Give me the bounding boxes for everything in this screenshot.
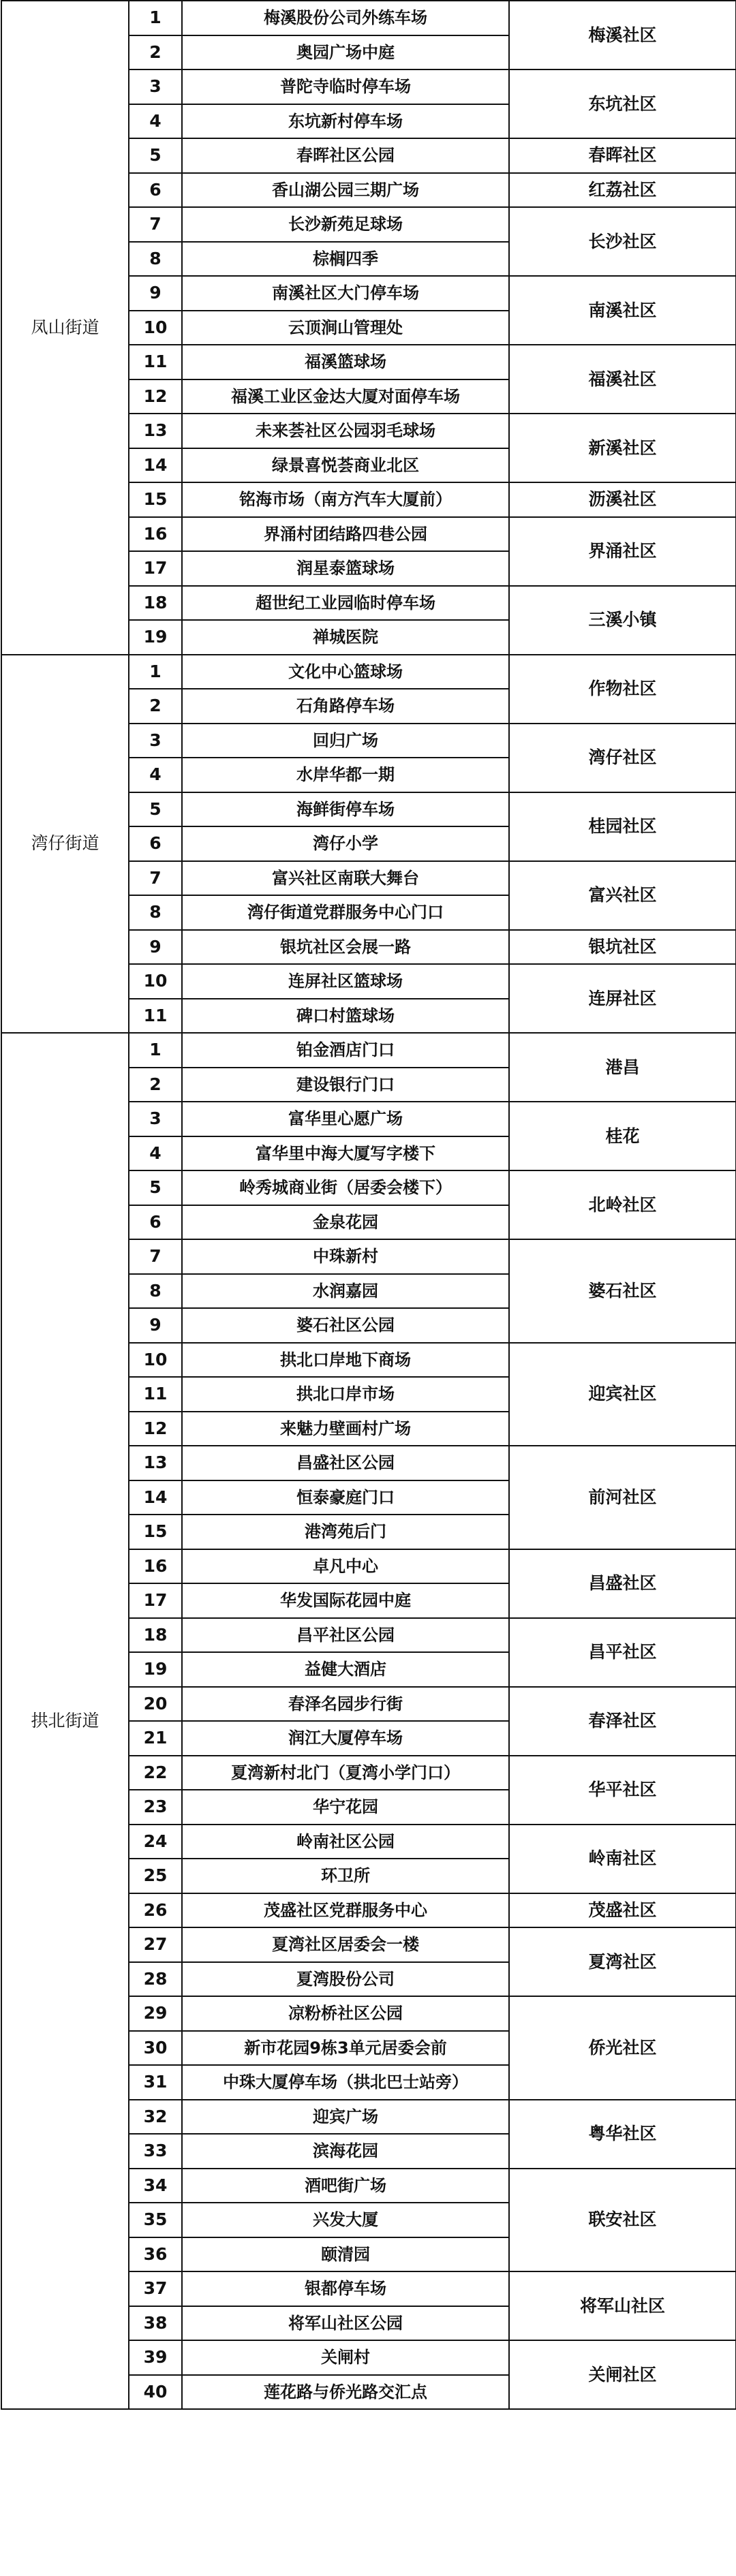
location-cell: 奥园广场中庭 [182, 35, 509, 70]
row-number-cell: 34 [129, 2169, 182, 2203]
location-cell: 云顶涧山管理处 [182, 311, 509, 345]
community-cell: 连屏社区 [509, 964, 736, 1033]
row-number-cell: 23 [129, 1790, 182, 1825]
location-cell: 铭海市场（南方汽车大厦前） [182, 482, 509, 517]
location-cell: 婆石社区公园 [182, 1308, 509, 1343]
location-cell: 禅城医院 [182, 620, 509, 655]
location-cell: 连屏社区篮球场 [182, 964, 509, 999]
community-cell: 作物社区 [509, 655, 736, 724]
community-cell: 迎宾社区 [509, 1343, 736, 1446]
row-number-cell: 26 [129, 1893, 182, 1928]
community-cell: 三溪小镇 [509, 586, 736, 655]
location-cell: 水岸华都一期 [182, 758, 509, 792]
community-cell: 长沙社区 [509, 207, 736, 276]
location-cell: 南溪社区大门停车场 [182, 276, 509, 311]
location-cell: 华宁花园 [182, 1790, 509, 1825]
location-cell: 来魅力壁画村广场 [182, 1412, 509, 1446]
row-number-cell: 21 [129, 1721, 182, 1756]
row-number-cell: 25 [129, 1859, 182, 1893]
community-cell: 关闸社区 [509, 2340, 736, 2409]
community-cell: 侨光社区 [509, 1996, 736, 2100]
location-cell: 中珠新村 [182, 1239, 509, 1274]
community-cell: 夏湾社区 [509, 1927, 736, 1996]
location-cell: 棕榈四季 [182, 242, 509, 277]
row-number-cell: 2 [129, 689, 182, 724]
row-number-cell: 22 [129, 1756, 182, 1790]
site-table [1, 0, 736, 2410]
location-cell: 东坑新村停车场 [182, 104, 509, 139]
community-cell: 东坑社区 [509, 69, 736, 138]
community-cell: 茂盛社区 [509, 1893, 736, 1928]
location-cell: 新市花园9栋3单元居委会前 [182, 2031, 509, 2066]
community-cell: 春泽社区 [509, 1687, 736, 1756]
site-table-body [1, 1, 736, 2409]
row-number-cell: 19 [129, 1652, 182, 1687]
row-number-cell: 19 [129, 620, 182, 655]
community-cell: 昌平社区 [509, 1618, 736, 1687]
row-number-cell: 1 [129, 655, 182, 689]
location-cell: 春晖社区公园 [182, 138, 509, 173]
location-cell: 界涌村团结路四巷公园 [182, 517, 509, 552]
row-number-cell: 35 [129, 2203, 182, 2237]
community-cell: 岭南社区 [509, 1825, 736, 1893]
location-cell: 石角路停车场 [182, 689, 509, 724]
location-cell: 铂金酒店门口 [182, 1033, 509, 1068]
location-cell: 润星泰篮球场 [182, 551, 509, 586]
location-cell: 夏湾社区居委会一楼 [182, 1927, 509, 1962]
row-number-cell: 2 [129, 1068, 182, 1102]
row-number-cell: 17 [129, 551, 182, 586]
location-cell: 海鲜街停车场 [182, 792, 509, 827]
community-cell: 昌盛社区 [509, 1549, 736, 1618]
row-number-cell: 13 [129, 1446, 182, 1480]
location-cell: 回归广场 [182, 724, 509, 758]
location-cell: 福溪工业区金达大厦对面停车场 [182, 379, 509, 414]
row-number-cell: 8 [129, 1274, 182, 1309]
location-cell: 环卫所 [182, 1859, 509, 1893]
community-cell: 新溪社区 [509, 414, 736, 482]
community-cell: 粤华社区 [509, 2100, 736, 2169]
row-number-cell: 6 [129, 1205, 182, 1240]
row-number-cell: 15 [129, 482, 182, 517]
community-cell: 福溪社区 [509, 345, 736, 414]
community-cell: 春晖社区 [509, 138, 736, 173]
location-cell: 碑口村篮球场 [182, 999, 509, 1034]
location-cell: 拱北口岸市场 [182, 1377, 509, 1412]
community-cell: 南溪社区 [509, 276, 736, 345]
row-number-cell: 31 [129, 2065, 182, 2100]
row-number-cell: 16 [129, 1549, 182, 1584]
row-number-cell: 3 [129, 69, 182, 104]
row-number-cell: 11 [129, 1377, 182, 1412]
community-cell: 富兴社区 [509, 861, 736, 930]
street-name-cell: 凤山街道 [1, 1, 129, 655]
community-cell: 桂园社区 [509, 792, 736, 861]
location-cell: 拱北口岸地下商场 [182, 1343, 509, 1378]
location-cell: 富华里心愿广场 [182, 1102, 509, 1136]
location-cell: 酒吧街广场 [182, 2169, 509, 2203]
location-cell: 香山湖公园三期广场 [182, 173, 509, 208]
row-number-cell: 9 [129, 276, 182, 311]
row-number-cell: 5 [129, 792, 182, 827]
community-cell: 前河社区 [509, 1446, 736, 1549]
community-cell: 红荔社区 [509, 173, 736, 208]
location-cell: 迎宾广场 [182, 2100, 509, 2135]
location-cell: 岭南社区公园 [182, 1825, 509, 1859]
location-cell: 夏湾股份公司 [182, 1962, 509, 1997]
row-number-cell: 8 [129, 895, 182, 930]
row-number-cell: 32 [129, 2100, 182, 2135]
row-number-cell: 18 [129, 1618, 182, 1653]
row-number-cell: 1 [129, 1033, 182, 1068]
row-number-cell: 10 [129, 311, 182, 345]
location-cell: 银坑社区会展一路 [182, 930, 509, 965]
row-number-cell: 16 [129, 517, 182, 552]
location-cell: 金泉花园 [182, 1205, 509, 1240]
location-cell: 建设银行门口 [182, 1068, 509, 1102]
location-cell: 富华里中海大厦写字楼下 [182, 1136, 509, 1171]
location-cell: 福溪篮球场 [182, 345, 509, 379]
community-cell: 将军山社区 [509, 2271, 736, 2340]
street-name-cell: 湾仔街道 [1, 655, 129, 1034]
location-cell: 关闸村 [182, 2340, 509, 2375]
community-cell: 华平社区 [509, 1756, 736, 1825]
location-cell: 卓凡中心 [182, 1549, 509, 1584]
row-number-cell: 2 [129, 35, 182, 70]
row-number-cell: 7 [129, 861, 182, 896]
row-number-cell: 38 [129, 2306, 182, 2341]
community-cell: 梅溪社区 [509, 1, 736, 69]
row-number-cell: 11 [129, 999, 182, 1034]
location-cell: 湾仔街道党群服务中心门口 [182, 895, 509, 930]
row-number-cell: 14 [129, 1480, 182, 1515]
community-cell: 界涌社区 [509, 517, 736, 586]
street-name-cell: 拱北街道 [1, 1033, 129, 2409]
row-number-cell: 14 [129, 448, 182, 483]
row-number-cell: 4 [129, 1136, 182, 1171]
row-number-cell: 9 [129, 930, 182, 965]
row-number-cell: 12 [129, 379, 182, 414]
row-number-cell: 10 [129, 964, 182, 999]
row-number-cell: 5 [129, 138, 182, 173]
location-cell: 绿景喜悦荟商业北区 [182, 448, 509, 483]
row-number-cell: 13 [129, 414, 182, 448]
row-number-cell: 20 [129, 1687, 182, 1722]
row-number-cell: 8 [129, 242, 182, 277]
location-cell: 水润嘉园 [182, 1274, 509, 1309]
location-cell: 超世纪工业园临时停车场 [182, 586, 509, 621]
row-number-cell: 18 [129, 586, 182, 621]
location-cell: 春泽名园步行街 [182, 1687, 509, 1722]
row-number-cell: 4 [129, 104, 182, 139]
location-cell: 湾仔小学 [182, 826, 509, 861]
location-cell: 昌平社区公园 [182, 1618, 509, 1653]
community-cell: 湾仔社区 [509, 724, 736, 792]
location-cell: 富兴社区南联大舞台 [182, 861, 509, 896]
row-number-cell: 17 [129, 1583, 182, 1618]
row-number-cell: 4 [129, 758, 182, 792]
row-number-cell: 12 [129, 1412, 182, 1446]
row-number-cell: 37 [129, 2271, 182, 2306]
community-cell: 联安社区 [509, 2169, 736, 2272]
table-row [1, 1033, 736, 1068]
row-number-cell: 6 [129, 173, 182, 208]
community-cell: 银坑社区 [509, 930, 736, 965]
community-cell: 港昌 [509, 1033, 736, 1102]
location-cell: 文化中心篮球场 [182, 655, 509, 689]
table-row [1, 1, 736, 35]
row-number-cell: 7 [129, 1239, 182, 1274]
community-cell: 桂花 [509, 1102, 736, 1170]
location-cell: 普陀寺临时停车场 [182, 69, 509, 104]
row-number-cell: 7 [129, 207, 182, 242]
location-cell: 茂盛社区党群服务中心 [182, 1893, 509, 1928]
location-cell: 滨海花园 [182, 2134, 509, 2169]
location-cell: 港湾苑后门 [182, 1515, 509, 1549]
row-number-cell: 5 [129, 1170, 182, 1205]
row-number-cell: 39 [129, 2340, 182, 2375]
location-cell: 夏湾新村北门（夏湾小学门口） [182, 1756, 509, 1790]
row-number-cell: 11 [129, 345, 182, 379]
row-number-cell: 30 [129, 2031, 182, 2066]
row-number-cell: 10 [129, 1343, 182, 1378]
row-number-cell: 3 [129, 724, 182, 758]
location-cell: 梅溪股份公司外练车场 [182, 1, 509, 35]
row-number-cell: 40 [129, 2375, 182, 2410]
location-cell: 长沙新苑足球场 [182, 207, 509, 242]
location-cell: 润江大厦停车场 [182, 1721, 509, 1756]
row-number-cell: 3 [129, 1102, 182, 1136]
row-number-cell: 6 [129, 826, 182, 861]
location-cell: 颐清园 [182, 2237, 509, 2272]
row-number-cell: 24 [129, 1825, 182, 1859]
location-cell: 中珠大厦停车场（拱北巴士站旁） [182, 2065, 509, 2100]
row-number-cell: 27 [129, 1927, 182, 1962]
row-number-cell: 28 [129, 1962, 182, 1997]
community-cell: 沥溪社区 [509, 482, 736, 517]
location-cell: 岭秀城商业街（居委会楼下） [182, 1170, 509, 1205]
location-cell: 凉粉桥社区公园 [182, 1996, 509, 2031]
location-cell: 莲花路与侨光路交汇点 [182, 2375, 509, 2410]
community-cell: 婆石社区 [509, 1239, 736, 1343]
row-number-cell: 15 [129, 1515, 182, 1549]
location-cell: 恒泰豪庭门口 [182, 1480, 509, 1515]
location-cell: 将军山社区公园 [182, 2306, 509, 2341]
location-cell: 银都停车场 [182, 2271, 509, 2306]
row-number-cell: 9 [129, 1308, 182, 1343]
location-cell: 未来荟社区公园羽毛球场 [182, 414, 509, 448]
row-number-cell: 36 [129, 2237, 182, 2272]
table-row [1, 655, 736, 689]
location-cell: 昌盛社区公园 [182, 1446, 509, 1480]
location-cell: 益健大酒店 [182, 1652, 509, 1687]
location-cell: 兴发大厦 [182, 2203, 509, 2237]
community-cell: 北岭社区 [509, 1170, 736, 1239]
row-number-cell: 33 [129, 2134, 182, 2169]
row-number-cell: 1 [129, 1, 182, 35]
location-cell: 华发国际花园中庭 [182, 1583, 509, 1618]
row-number-cell: 29 [129, 1996, 182, 2031]
